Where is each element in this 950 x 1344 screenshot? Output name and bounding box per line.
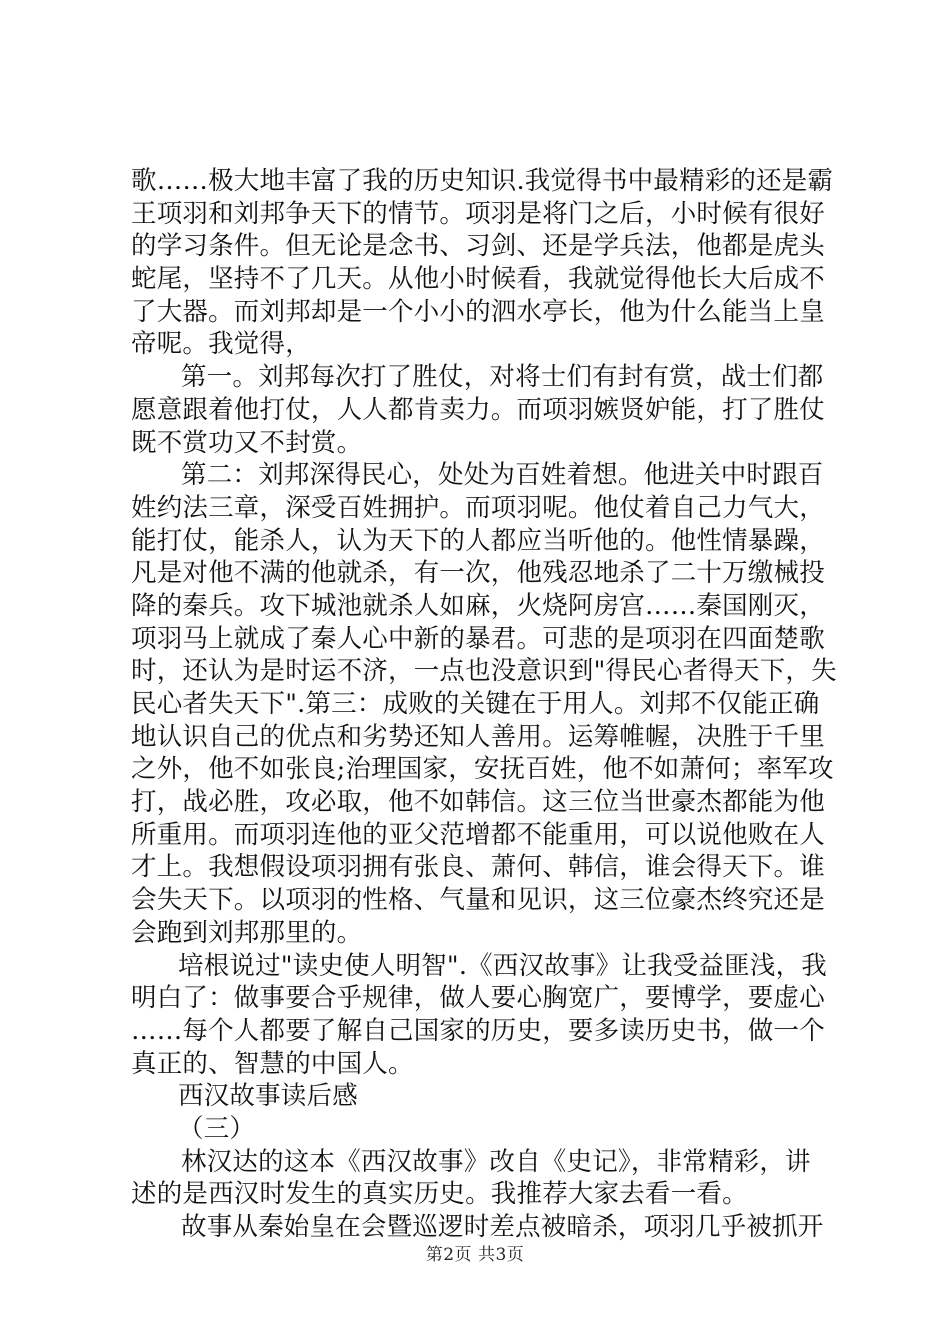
paragraph-first-line: 培根说过"读史使人明智".《西汉故事》让我受益匪浅，我	[178, 950, 827, 981]
text-line: 愿意跟着他打仗，人人都肯卖力。而项羽嫉贤妒能，打了胜仗	[131, 394, 825, 425]
document-body	[131, 165, 837, 1244]
text-line: 述的是西汉时发生的真实历史。我推荐大家去看一看。	[131, 1179, 748, 1210]
text-line: 凡是对他不满的他就杀，有一次，他残忍地杀了二十万缴械投	[131, 558, 825, 589]
paragraph-first-line: 故事从秦始皇在会暨巡逻时差点被暗杀，项羽几乎被抓开	[181, 1212, 824, 1242]
text-line: 时，还认为是时运不济，一点也没意识到"得民心者得天下，失	[131, 656, 837, 687]
page-footer: 第2页 共3页	[425, 1245, 525, 1265]
text-line: 才上。我想假设项羽拥有张良、萧何、韩信，谁会得天下。谁	[131, 852, 825, 883]
section-title: 西汉故事读后感	[178, 1081, 358, 1112]
text-line: 的学习条件。但无论是念书、习剑、还是学兵法，他都是虎头	[131, 231, 825, 262]
text-line: 所重用。而项羽连他的亚父范增都不能重用，可以说他败在人	[131, 819, 825, 850]
text-line: 姓约法三章，深受百姓拥护。而项羽呢。他仗着自己力气大，	[131, 492, 825, 523]
text-line: 帝呢。我觉得，	[131, 329, 311, 360]
text-line: 歌……极大地丰富了我的历史知识.我觉得书中最精彩的还是霸	[131, 166, 834, 196]
section-number: （三）	[178, 1113, 256, 1144]
text-line: 项羽马上就成了秦人心中新的暴君。可悲的是项羽在四面楚歌	[131, 623, 825, 654]
text-line: 既不赏功又不封赏。	[131, 427, 363, 458]
text-line: 王项羽和刘邦争天下的情节。项羽是将门之后，小时候有很好	[131, 198, 825, 229]
text-line: 真正的、智慧的中国人。	[131, 1048, 414, 1079]
text-line: 地认识自己的优点和劣势还知人善用。运筹帷幄，决胜于千里	[131, 721, 825, 752]
text-line: 之外，他不如张良;治理国家，安抚百姓，他不如萧何；率军攻	[131, 754, 834, 785]
text-line: 降的秦兵。攻下城池就杀人如麻，火烧阿房宫……秦国刚灭，	[131, 590, 825, 621]
text-line: 能打仗，能杀人，认为天下的人都应当听他的。他性情暴躁，	[131, 525, 825, 556]
paragraph-first-line: 林汉达的这本《西汉故事》改自《史记》，非常精彩，讲	[181, 1146, 811, 1177]
text-line: 了大器。而刘邦却是一个小小的泗水亭长，他为什么能当上皇	[131, 296, 825, 327]
text-line: 明白了：做事要合乎规律，做人要心胸宽广，要博学，要虚心	[131, 983, 825, 1014]
paragraph-first-line: 第二：刘邦深得民心，处处为百姓着想。他进关中时跟百	[181, 460, 824, 491]
text-line: 蛇尾，坚持不了几天。从他小时候看，我就觉得他长大后成不	[131, 264, 825, 295]
paragraph-first-line: 第一。刘邦每次打了胜仗，对将士们有封有赏，战士们都	[181, 362, 824, 393]
text-line: ……每个人都要了解自己国家的历史，要多读历史书，做一个	[131, 1015, 825, 1046]
text-line: 民心者失天下".第三：成败的关键在于用人。刘邦不仅能正确	[131, 689, 820, 719]
text-line: 打，战必胜，攻必取，他不如韩信。这三位当世豪杰都能为他	[131, 787, 825, 818]
text-line: 会失天下。以项羽的性格、气量和见识，这三位豪杰终究还是	[131, 885, 825, 916]
text-line: 会跑到刘邦那里的。	[131, 917, 363, 948]
